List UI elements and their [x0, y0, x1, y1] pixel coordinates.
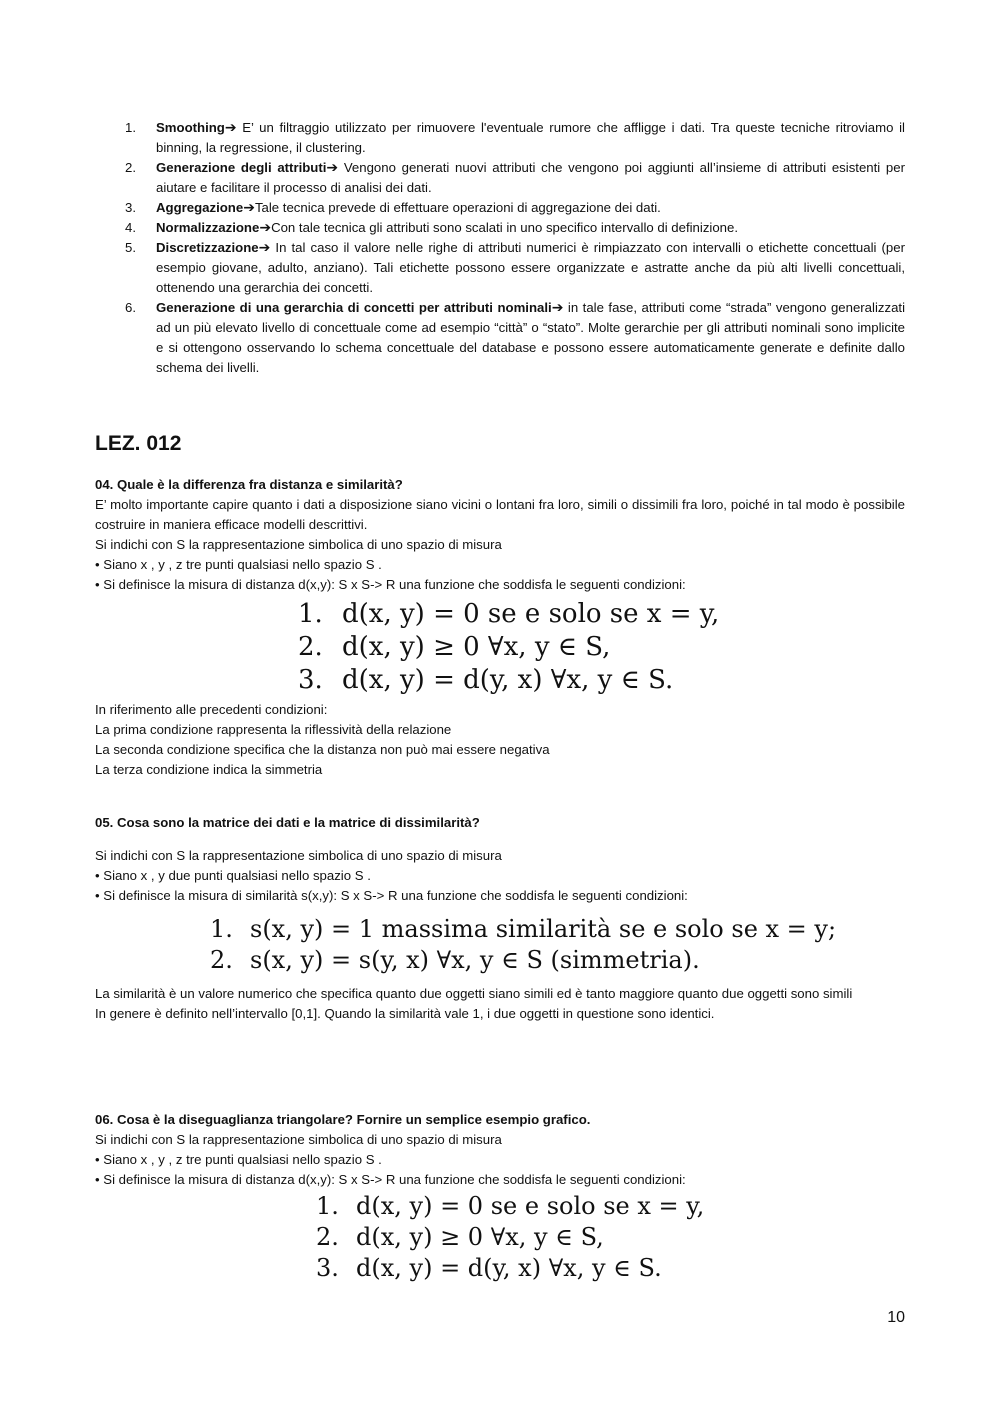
- transformation-list: [95, 118, 905, 378]
- arrow-icon: ➔: [243, 200, 255, 216]
- list-term: Generazione degli attributi: [156, 160, 327, 175]
- list-term: Normalizzazione: [156, 220, 260, 235]
- formula-line: d(x, y) = 0 se e solo se x = y,: [342, 599, 720, 629]
- list-term: Smoothing: [156, 120, 225, 135]
- arrow-icon: ➔: [551, 300, 564, 316]
- formula-line: s(x, y) = s(y, x) ∀x, y ∈ S (simmetria).: [250, 946, 700, 974]
- paragraph: La terza condizione indica la simmetria: [95, 762, 323, 777]
- list-number: 4.: [125, 220, 136, 235]
- paragraph: Si indichi con S la rappresentazione simbolica di uno spazio di misura: [95, 537, 502, 552]
- distance-conditions-formula: 1. d(x, y) = 0 se e solo se x = y, 2. d(x, y) ≥ 0 ∀x, y ∈ S, 3. d(x, y) = d(y, x) ∀x, y ∈ S.: [298, 599, 720, 695]
- formula-line: d(x, y) = d(y, x) ∀x, y ∈ S.: [342, 665, 674, 695]
- list-term: Discretizzazione: [156, 240, 259, 255]
- list-number: 1.: [125, 120, 136, 135]
- list-text: Tale tecnica prevede di effettuare operazioni di aggregazione dei dati.: [254, 200, 661, 215]
- arrow-icon: ➔: [259, 220, 272, 236]
- bullet-item: • Si definisce la misura di distanza d(x,y): S x S-> R una funzione che soddisfa le seguenti condizioni:: [95, 1172, 686, 1187]
- triangle-distance-formula: 1. d(x, y) = 0 se e solo se x = y, 2. d(x, y) ≥ 0 ∀x, y ∈ S, 3. d(x, y) = d(y, x) ∀x, y ∈ S.: [316, 1192, 705, 1282]
- bullet-item: • Siano x , y due punti qualsiasi nello spazio S .: [95, 868, 371, 883]
- list-number: 6.: [125, 300, 136, 315]
- list-number: 3.: [125, 200, 136, 215]
- paragraph: Si indichi con S la rappresentazione simbolica di uno spazio di misura: [95, 848, 502, 863]
- bullet-item: • Si definisce la misura di similarità s(x,y): S x S-> R una funzione che soddisfa le seguenti condizioni:: [95, 888, 688, 903]
- list-text: Con tale tecnica gli attributi sono scalati in uno specifico intervallo di definizione.: [271, 220, 739, 235]
- bullet-item: • Si definisce la misura di distanza d(x,y): S x S-> R una funzione che soddisfa le seguenti condizioni:: [95, 577, 686, 592]
- question-04-notes: [95, 700, 905, 780]
- question-05-intro: [95, 846, 905, 906]
- arrow-icon: ➔: [258, 240, 271, 256]
- lesson-heading: LEZ. 012: [95, 432, 182, 455]
- list-item: [95, 298, 905, 378]
- arrow-icon: ➔: [224, 120, 237, 136]
- paragraph: Si indichi con S la rappresentazione simbolica di uno spazio di misura: [95, 1132, 502, 1147]
- list-text: In tal caso il valore nelle righe di attributi numerici è rimpiazzato con intervalli o etichette concettuali (per esempio giovane, adulto, anziano). Tali etichette possono essere organizzate e astratte anche da più alti livelli concettuali, ottenendo una gerarchia dei concetti.: [156, 240, 905, 295]
- list-text: Vengono generati nuovi attributi che vengono poi aggiunti all’insieme di attributi esistenti per aiutare e facilitare il processo di analisi dei dati.: [156, 160, 905, 195]
- paragraph: La similarità è un valore numerico che specifica quanto due oggetti siano simili ed è tanto maggiore quanto due oggetti sono simili: [95, 986, 853, 1001]
- paragraph: La prima condizione rappresenta la riflessività della relazione: [95, 722, 452, 737]
- question-title: 06. Cosa è la diseguaglianza triangolare? Fornire un semplice esempio grafico.: [95, 1112, 591, 1127]
- list-item: [95, 198, 905, 218]
- list-term: Aggregazione: [156, 200, 244, 215]
- bullet-item: • Siano x , y , z tre punti qualsiasi nello spazio S .: [95, 1152, 382, 1167]
- question-05-block: [95, 813, 905, 833]
- question-title: 04. Quale è la differenza fra distanza e similarità?: [95, 477, 403, 492]
- paragraph: In genere è definito nell’intervallo [0,1]. Quando la similarità vale 1, i due oggetti in questione sono identici.: [95, 1006, 715, 1021]
- question-title: 05. Cosa sono la matrice dei dati e la matrice di dissimilarità?: [95, 815, 480, 830]
- question-06-block: [95, 1110, 905, 1190]
- formula-line: d(x, y) ≥ 0 ∀x, y ∈ S,: [342, 632, 611, 662]
- list-item: [95, 238, 905, 298]
- formula-line: s(x, y) = 1 massima similarità se e solo se x = y;: [250, 915, 837, 943]
- list-term: Generazione di una gerarchia di concetti per attributi nominali: [156, 300, 552, 315]
- paragraph: In riferimento alle precedenti condizioni:: [95, 702, 328, 717]
- page-number: 10: [887, 1309, 905, 1326]
- question-05-notes: [95, 984, 905, 1024]
- paragraph: La seconda condizione specifica che la distanza non può mai essere negativa: [95, 742, 550, 757]
- bullet-item: • Siano x , y , z tre punti qualsiasi nello spazio S .: [95, 557, 382, 572]
- arrow-icon: ➔: [326, 160, 339, 176]
- paragraph: E’ molto importante capire quanto i dati a disposizione siano vicini o lontani fra loro, simili o dissimili fra loro, poiché in tal modo è possibile costruire in maniera efficace modelli descrittivi.: [95, 497, 905, 532]
- formula-line: d(x, y) = d(y, x) ∀x, y ∈ S.: [356, 1254, 662, 1282]
- list-item: [95, 218, 905, 238]
- formula-line: d(x, y) = 0 se e solo se x = y,: [356, 1192, 705, 1220]
- formula-line: d(x, y) ≥ 0 ∀x, y ∈ S,: [356, 1223, 604, 1251]
- question-04-block: [95, 475, 905, 595]
- list-item: [95, 118, 905, 158]
- list-number: 2.: [125, 160, 136, 175]
- list-text: in tale fase, attributi come “strada” vengono generalizzati ad un più elevato livello di concettuale come ad esempio “città” o “stato”. Molte gerarchie per gli attributi nominali sono implicite e si ottengono osservando lo schema concettuale del database e possono essere automaticamente generate e definite dallo schema dei livelli.: [156, 300, 905, 375]
- list-text: E’ un filtraggio utilizzato per rimuovere l'eventuale rumore che affligge i dati. Tra queste tecniche ritroviamo il binning, la regressione, il clustering.: [156, 120, 905, 155]
- list-item: [95, 158, 905, 198]
- list-number: 5.: [125, 240, 136, 255]
- similarity-conditions-formula: 1. s(x, y) = 1 massima similarità se e solo se x = y; 2. s(x, y) = s(y, x) ∀x, y ∈ S (simmetria).: [210, 915, 837, 974]
